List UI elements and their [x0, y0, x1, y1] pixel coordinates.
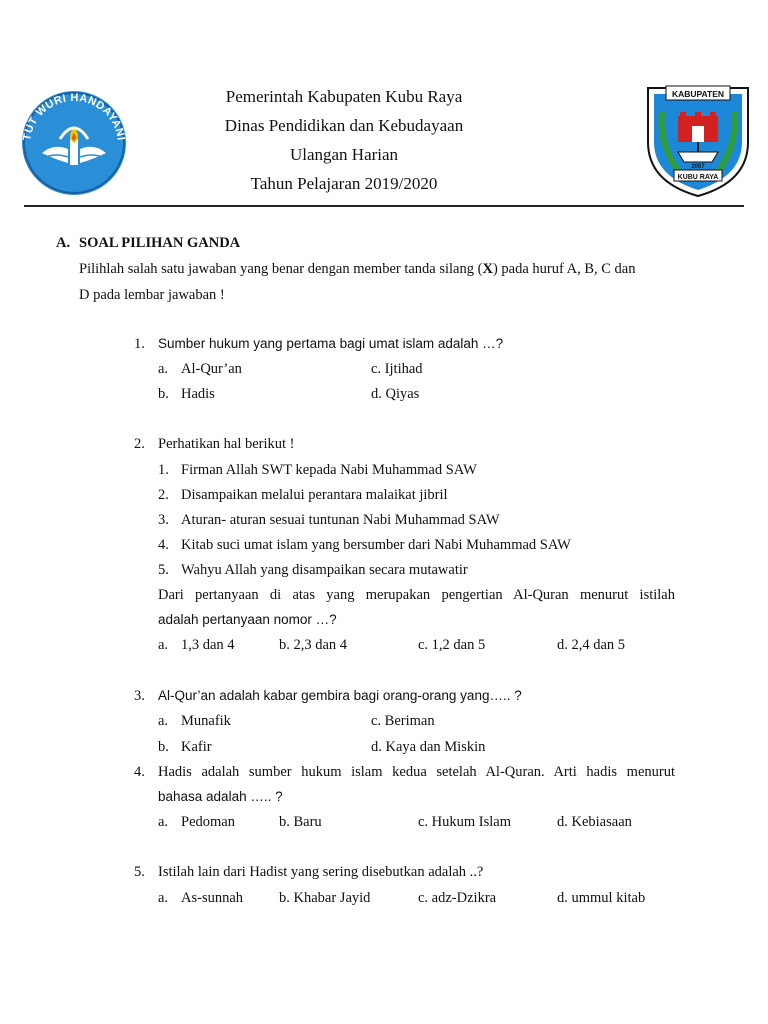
q2-followup-line1: Dari pertanyaan di atas yang merupakan pengertian Al-Quran menurut istilah: [158, 587, 675, 603]
q2-item-2: Disampaikan melalui perantara malaikat jibril: [181, 487, 448, 503]
q4-option-d: d. Kebiasaan: [557, 814, 632, 830]
q1-option-b: Hadis: [181, 386, 215, 402]
q3-option-c: c. Beriman: [371, 713, 435, 729]
q2-item-4: Kitab suci umat islam yang bersumber dari Nabi Muhammad SAW: [181, 537, 571, 553]
q5-option-d: d. ummul kitab: [557, 890, 646, 906]
emblem-top-text: KABUPATEN: [671, 89, 725, 99]
header-line-1: Pemerintah Kabupaten Kubu Raya: [225, 87, 463, 106]
q2-item-4-number: 4.: [158, 537, 169, 553]
q2-option-c: c. 1,2 dan 5: [418, 637, 486, 653]
kubu-raya-emblem-graphic: [640, 82, 756, 200]
q4-text-line2: bahasa adalah ….. ?: [158, 789, 283, 804]
header-line-2: Dinas Pendidikan dan Kebudayaan: [224, 116, 464, 135]
q1-option-c: c. Ijtihad: [371, 361, 423, 377]
header-divider: [24, 205, 744, 207]
q3-option-b-letter: b.: [158, 739, 169, 755]
q4-text-line1: Hadis adalah sumber hukum islam kedua setelah Al-Quran. Arti hadis menurut: [158, 764, 675, 780]
q4-option-b: b. Baru: [279, 814, 322, 830]
q4-number: 4.: [134, 764, 145, 780]
q5-option-b: b. Khabar Jayid: [279, 890, 371, 906]
emblem-bottom-text: KUBU RAYA: [677, 174, 719, 181]
section-instruction: [79, 262, 636, 277]
q1-option-a: Al-Qur’an: [181, 361, 242, 377]
q2-option-a-letter: a.: [158, 637, 169, 653]
q1-text: Sumber hukum yang pertama bagi umat islam adalah …?: [158, 336, 504, 351]
q3-option-a-letter: a.: [158, 713, 169, 729]
q2-followup-line2: adalah pertanyaan nomor …?: [158, 612, 337, 627]
q5-option-a-letter: a.: [158, 890, 169, 906]
tut-wuri-arc-text: TUT WURI HANDAYANI: [21, 91, 127, 142]
q5-option-a: As-sunnah: [181, 890, 244, 906]
q2-option-b: b. 2,3 dan 4: [279, 637, 348, 653]
section-title: SOAL PILIHAN GANDA: [79, 235, 241, 251]
q3-option-a: Munafik: [181, 713, 231, 729]
header-line-3: Ulangan Harian: [289, 145, 399, 164]
q5-number: 5.: [134, 864, 145, 880]
kubu-raya-emblem: [640, 82, 756, 200]
q2-item-3-number: 3.: [158, 512, 169, 528]
section-instruction-line2: D pada lembar jawaban !: [79, 287, 225, 303]
q1-option-b-letter: b.: [158, 386, 169, 402]
q2-text: Perhatikan hal berikut !: [158, 436, 295, 452]
q3-text: Al-Qur’an adalah kabar gembira bagi orang-orang yang….. ?: [158, 688, 522, 703]
q1-number: 1.: [134, 336, 145, 352]
q2-item-5: Wahyu Allah yang disampaikan secara mutawatir: [181, 562, 468, 578]
header-line-4: Tahun Pelajaran 2019/2020: [250, 174, 438, 193]
instruction-pre: Pilihlah salah satu jawaban yang benar dengan member tanda silang (: [79, 261, 483, 277]
q5-text: Istilah lain dari Hadist yang sering disebutkan adalah ..?: [158, 864, 484, 880]
q2-option-d: d. 2,4 dan 5: [557, 637, 626, 653]
q3-number: 3.: [134, 688, 145, 704]
q4-option-a-letter: a.: [158, 814, 169, 830]
instruction-x: X: [482, 261, 493, 277]
q2-item-1-number: 1.: [158, 462, 169, 478]
q4-option-a: Pedoman: [181, 814, 235, 830]
q2-item-3: Aturan- aturan sesuai tuntunan Nabi Muhammad SAW: [181, 512, 500, 528]
q1-option-d: d. Qiyas: [371, 386, 420, 402]
q2-number: 2.: [134, 436, 145, 452]
q3-option-d: d. Kaya dan Miskin: [371, 739, 486, 755]
section-label: A.: [56, 235, 71, 251]
q4-option-c: c. Hukum Islam: [418, 814, 512, 830]
tut-wuri-logo-graphic: [12, 87, 136, 195]
q2-item-2-number: 2.: [158, 487, 169, 503]
q3-option-b: Kafir: [181, 739, 212, 755]
q2-item-5-number: 5.: [158, 562, 169, 578]
emblem-year-text: 2007: [691, 164, 705, 170]
tut-wuri-handayani-logo: [12, 87, 136, 195]
q5-option-c: c. adz-Dzikra: [418, 890, 497, 906]
q1-option-a-letter: a.: [158, 361, 169, 377]
q2-option-a: 1,3 dan 4: [181, 637, 235, 653]
q2-item-1: Firman Allah SWT kepada Nabi Muhammad SAW: [181, 462, 477, 478]
instruction-post: ) pada huruf A, B, C dan: [492, 261, 636, 277]
